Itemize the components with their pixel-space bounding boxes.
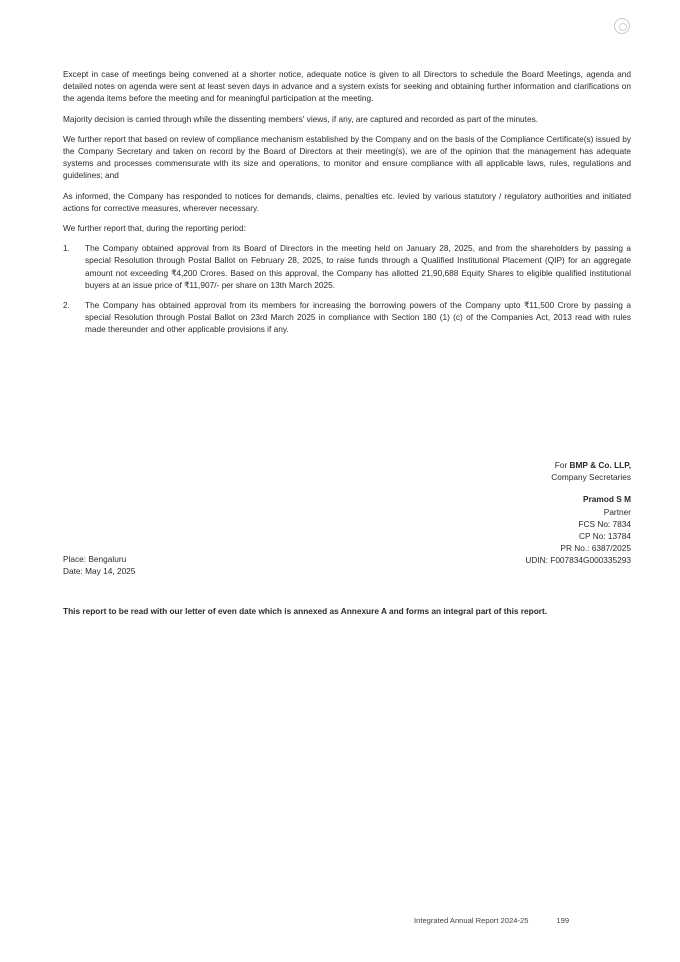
signature-firm-line — [63, 459, 631, 471]
signatory-fcs-number: FCS No: 7834 — [578, 518, 631, 529]
list-item-text: The Company obtained approval from its Board of Directors in the meeting held on January 28, 2025, and from the shareholders by passing a special Resolution through Postal Ballot on February 28, 2025, to raise funds through a Qualified Institutional Placement (QIP) for an aggregate amount not exceeding ₹4,200 Crores. Based on this approval, the Company has allotted 21,90,688 Equity Shares to eligible qualified institutional buyers at an issue price of ₹11,907/- per share on 13th March 2025. — [85, 243, 631, 290]
signature-firm-role: Company Secretaries — [551, 472, 631, 483]
footer-report-title: Integrated Annual Report 2024-25 — [414, 916, 529, 925]
place-date-block — [63, 553, 135, 577]
report-body — [63, 68, 631, 344]
signatory-pr-number: PR No.: 6387/2025 — [560, 543, 631, 554]
signatory-udin: UDIN: F007834G000335293 — [525, 555, 631, 566]
signatory-cp-number: CP No: 13784 — [579, 531, 631, 542]
list-item-text: The Company has obtained approval from its members for increasing the borrowing powers of the Company upto ₹11,500 Crore by passing a special Resolution through Postal Ballot on 23rd March 2025 in compliance with Section 180 (1) (c) of the Companies Act, 2013 read with rules made thereunder and other applicable provisions if any. — [85, 300, 631, 335]
closing-note: This report to be read with our letter of even date which is annexed as Annexure A and forms an integral part of this report. — [63, 606, 548, 616]
list-item — [63, 242, 631, 291]
page-footer — [414, 916, 569, 925]
signature-block — [63, 459, 631, 567]
paragraph-majority-decision: Majority decision is carried through while the dissenting members' views, if any, are captured and recorded as part of the minutes. — [63, 113, 539, 124]
date-text: Date: May 14, 2025 — [63, 566, 136, 577]
corner-logo-icon — [614, 18, 630, 34]
signatory-name: Pramod S M — [583, 494, 631, 505]
paragraph-compliance-mechanism: We further report that based on review of compliance mechanism established by the Company and on the basis of the Compliance Certificate(s) issued by the Company Secretary and taken on record by the Board of Directors at their meeting(s), we are of the opinion that the management has adequate systems and processes commensurate with its size and operations, to monitor and ensure compliance with all applicable laws, rules, regulations and guidelines; and — [63, 133, 631, 181]
footer-page-number: 199 — [556, 916, 570, 925]
list-item-number: 2. — [63, 300, 70, 311]
paragraph-reporting-period: We further report that, during the reporting period: — [63, 223, 246, 234]
paragraph-board-meeting-notice: Except in case of meetings being convened at a shorter notice, adequate notice is given to all Directors to schedule the Board Meetings, agenda and detailed notes on agenda were sent at least seven days in advance and a system exists for seeking and obtaining further information and clarifications on the agenda items before the meeting and for meaningful participation at the meeting. — [63, 69, 631, 104]
signature-firm-name: BMP & Co. LLP, — [569, 460, 631, 470]
list-item-number: 1. — [63, 243, 70, 254]
paragraph-notices-response: As informed, the Company has responded to notices for demands, claims, penalties etc. levied by various statutory / regulatory authorities and initiated actions for corrective measures, wherever necessary. — [63, 190, 631, 213]
list-item — [63, 299, 631, 336]
signature-for-prefix: For — [554, 460, 570, 470]
signatory-designation: Partner — [603, 506, 631, 517]
reporting-period-list — [63, 242, 631, 335]
place-text: Place: Bengaluru — [63, 554, 127, 564]
